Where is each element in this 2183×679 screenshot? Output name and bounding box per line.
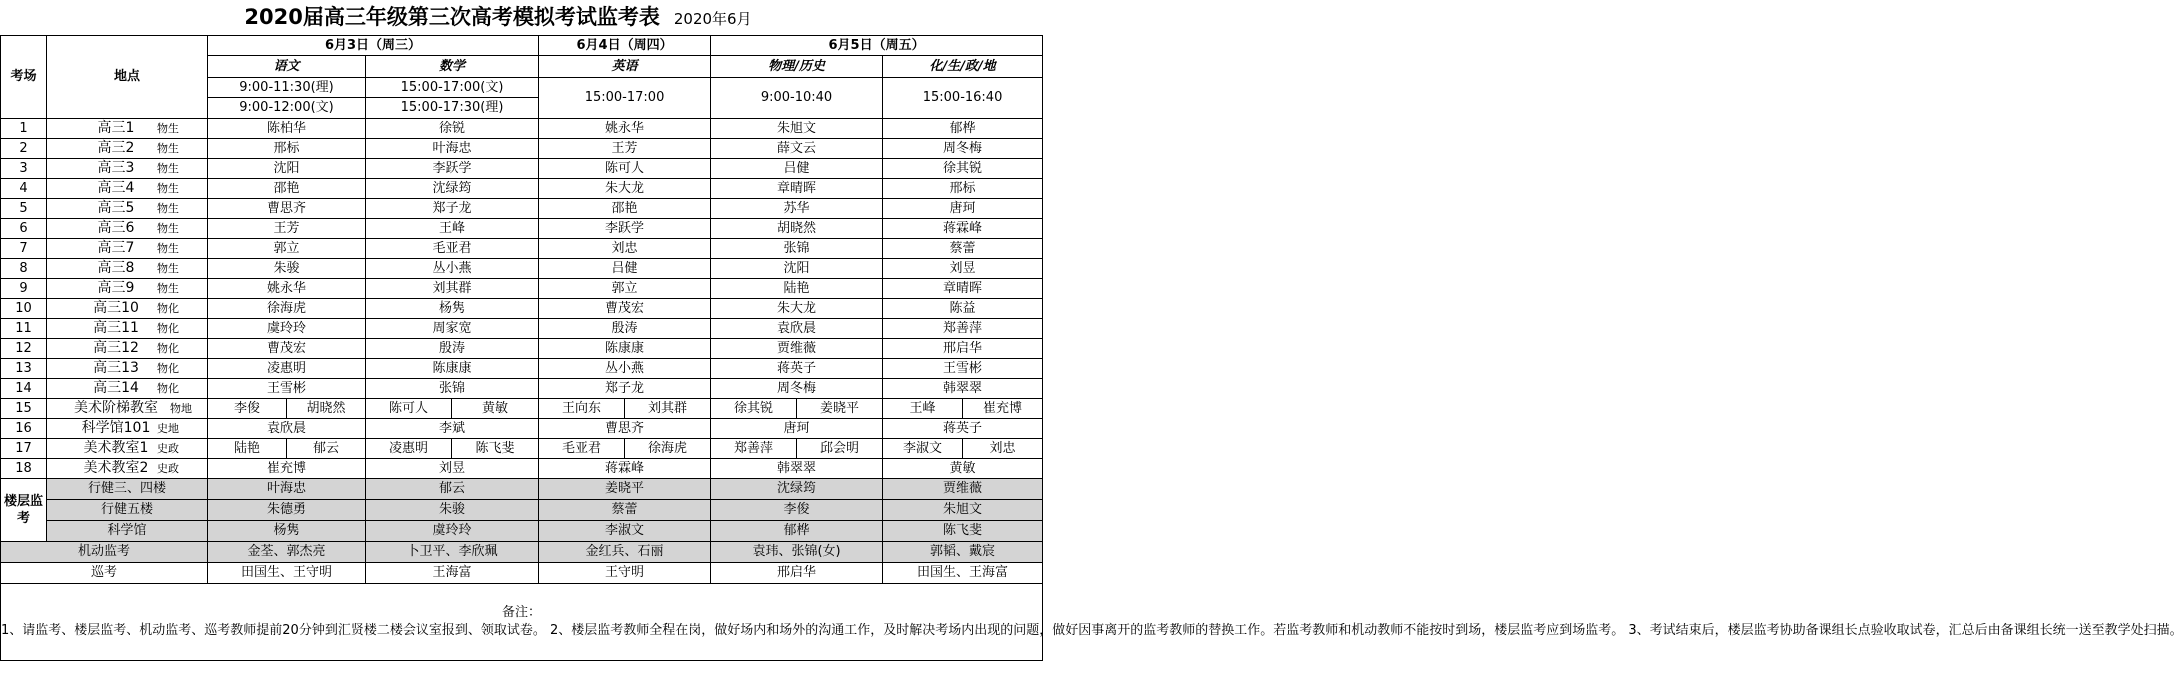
floor-physics: 沈绿筠 (711, 479, 883, 500)
proctor-chem: 蒋英子 (883, 419, 1043, 439)
proctor-physics: 韩翠翠 (711, 459, 883, 479)
room-number: 1 (1, 119, 47, 139)
proctor-chinese: 曹茂宏 (208, 339, 366, 359)
header-day-1: 6月3日（周三） (208, 36, 539, 56)
room-number: 9 (1, 279, 47, 299)
proctor-physics: 唐珂 (711, 419, 883, 439)
proctor-english: 朱大龙 (539, 179, 711, 199)
floor-english: 姜晓平 (539, 479, 711, 500)
mobile-proctor-label: 机动监考 (1, 542, 208, 563)
proctor-chinese: 袁欣晨 (208, 419, 366, 439)
proctor-english: 陈康康 (539, 339, 711, 359)
room-class: 物化 (157, 362, 179, 375)
proctor-english-2: 刘其群 (625, 399, 711, 419)
room-number: 2 (1, 139, 47, 159)
room-name: 高三14 (93, 380, 139, 396)
room-number: 10 (1, 299, 47, 319)
proctor-chem: 蔡蕾 (883, 239, 1043, 259)
proctor-english: 吕健 (539, 259, 711, 279)
room-location (47, 199, 208, 219)
proctor-chem-2: 崔充博 (963, 399, 1043, 419)
room-name: 高三7 (97, 240, 135, 256)
room-location (47, 439, 208, 459)
subject-english: 英语 (539, 56, 711, 78)
proctor-chinese: 沈阳 (208, 159, 366, 179)
proctor-math: 徐锐 (366, 119, 539, 139)
room-number: 18 (1, 459, 47, 479)
patrol-chinese: 田国生、王守明 (208, 563, 366, 584)
proctor-math: 丛小燕 (366, 259, 539, 279)
mobile-english: 金红兵、石丽 (539, 542, 711, 563)
room-name: 高三10 (93, 300, 139, 316)
proctor-english-1: 王向东 (539, 399, 625, 419)
proctor-physics: 袁欣晨 (711, 319, 883, 339)
floor-math: 虞玲玲 (366, 521, 539, 542)
proctor-math: 毛亚君 (366, 239, 539, 259)
room-number: 3 (1, 159, 47, 179)
subject-physics-history: 物理/历史 (711, 56, 883, 78)
room-location (47, 279, 208, 299)
room-class: 物生 (157, 202, 179, 215)
room-name: 高三1 (97, 120, 135, 136)
floor-chem: 陈飞斐 (883, 521, 1043, 542)
proctor-math: 周家宽 (366, 319, 539, 339)
schedule-table (0, 35, 2183, 661)
room-class: 物生 (157, 222, 179, 235)
floor-chem: 朱旭文 (883, 500, 1043, 521)
table-row (1, 279, 1043, 299)
proctor-english-1: 毛亚君 (539, 439, 625, 459)
proctor-physics: 苏华 (711, 199, 883, 219)
room-location (47, 139, 208, 159)
room-name: 美术教室2 (83, 460, 149, 476)
room-number: 12 (1, 339, 47, 359)
proctor-chinese: 邢标 (208, 139, 366, 159)
proctor-physics-2: 姜晓平 (797, 399, 883, 419)
proctor-math: 李跃学 (366, 159, 539, 179)
proctor-math: 张锦 (366, 379, 539, 399)
notes-text: 1、请监考、楼层监考、机动监考、巡考教师提前20分钟到汇贤楼二楼会议室报到、领取试卷。 2、楼层监考教师全程在岗，做好场内和场外的沟通工作，及时解决考场内出现的问题，做好因事离开的监考教师的替换工作。若监考教师和机动教师不能按时到场，楼层监考应到场监考。 3、考试结束后，楼层监考协助备课组长点验收取试卷，汇总后由备课组长统一送至教学处扫描。 (1, 623, 2183, 638)
proctor-math-2: 陈飞斐 (452, 439, 539, 459)
proctor-chinese: 邵艳 (208, 179, 366, 199)
room-number: 17 (1, 439, 47, 459)
proctor-physics: 朱旭文 (711, 119, 883, 139)
proctor-english: 郑子龙 (539, 379, 711, 399)
table-row (1, 199, 1043, 219)
proctor-english-2: 徐海虎 (625, 439, 711, 459)
proctor-chem: 韩翠翠 (883, 379, 1043, 399)
floor-chem: 贾维薇 (883, 479, 1043, 500)
proctor-math: 刘其群 (366, 279, 539, 299)
notes-cell (1, 584, 2183, 661)
room-class: 物生 (157, 142, 179, 155)
proctor-chem: 周冬梅 (883, 139, 1043, 159)
proctor-english: 丛小燕 (539, 359, 711, 379)
table-row (1, 419, 1043, 439)
time-physics: 9:00-10:40 (711, 78, 883, 119)
proctor-english: 王芳 (539, 139, 711, 159)
proctor-physics: 朱大龙 (711, 299, 883, 319)
room-location (47, 359, 208, 379)
room-name: 高三3 (97, 160, 135, 176)
table-row (1, 359, 1043, 379)
room-number: 16 (1, 419, 47, 439)
floor-math: 朱骏 (366, 500, 539, 521)
room-class: 物生 (157, 182, 179, 195)
proctor-physics: 沈阳 (711, 259, 883, 279)
floor-proctor-label: 楼层监考 (1, 479, 47, 542)
time-math-2: 15:00-17:30(理) (366, 98, 539, 119)
proctor-chem: 刘昱 (883, 259, 1043, 279)
proctor-chinese-2: 胡晓然 (287, 399, 366, 419)
floor-chinese: 杨隽 (208, 521, 366, 542)
proctor-math: 陈康康 (366, 359, 539, 379)
proctor-chinese: 徐海虎 (208, 299, 366, 319)
room-name: 美术阶梯教室 (74, 400, 158, 416)
table-row (1, 439, 1043, 459)
title-date: 2020年6月 (673, 10, 752, 28)
proctor-math: 王峰 (366, 219, 539, 239)
room-number: 4 (1, 179, 47, 199)
room-location (47, 259, 208, 279)
room-class: 物生 (157, 282, 179, 295)
proctor-chem-1: 李淑文 (883, 439, 963, 459)
proctor-chinese: 凌惠明 (208, 359, 366, 379)
table-row (1, 399, 1043, 419)
room-name: 高三12 (93, 340, 139, 356)
subject-math: 数学 (366, 56, 539, 78)
proctor-chinese: 郭立 (208, 239, 366, 259)
proctor-english: 李跃学 (539, 219, 711, 239)
table-row (1, 299, 1043, 319)
room-name: 高三4 (97, 180, 135, 196)
room-location (47, 319, 208, 339)
room-class: 物生 (157, 122, 179, 135)
proctor-physics: 薛文云 (711, 139, 883, 159)
floor-english: 李淑文 (539, 521, 711, 542)
room-class: 物生 (157, 262, 179, 275)
proctor-physics-1: 郑善萍 (711, 439, 797, 459)
room-number: 6 (1, 219, 47, 239)
floor-physics: 李俊 (711, 500, 883, 521)
room-name: 高三2 (97, 140, 135, 156)
proctor-chinese-1: 陆艳 (208, 439, 287, 459)
room-location (47, 379, 208, 399)
floor-physics: 郁桦 (711, 521, 883, 542)
mobile-chinese: 金荃、郭杰亮 (208, 542, 366, 563)
proctor-english: 蒋霖峰 (539, 459, 711, 479)
proctor-chem: 唐珂 (883, 199, 1043, 219)
proctor-chem: 邢启华 (883, 339, 1043, 359)
room-number: 7 (1, 239, 47, 259)
header-row-days (1, 36, 1043, 56)
proctor-chem: 章晴晖 (883, 279, 1043, 299)
subject-chem-bio-pol-geo: 化/生/政/地 (883, 56, 1043, 78)
room-location (47, 219, 208, 239)
floor-chinese: 朱德勇 (208, 500, 366, 521)
table-row (1, 339, 1043, 359)
room-number: 11 (1, 319, 47, 339)
proctor-english: 陈可人 (539, 159, 711, 179)
room-class: 物化 (157, 302, 179, 315)
proctor-chem-1: 王峰 (883, 399, 963, 419)
proctor-physics-2: 邱会明 (797, 439, 883, 459)
proctor-chem: 蒋霖峰 (883, 219, 1043, 239)
proctor-physics: 章晴晖 (711, 179, 883, 199)
proctor-physics: 周冬梅 (711, 379, 883, 399)
time-chinese-2: 9:00-12:00(文) (208, 98, 366, 119)
proctor-chem: 邢标 (883, 179, 1043, 199)
room-number: 14 (1, 379, 47, 399)
floor-location: 行健三、四楼 (47, 479, 208, 500)
time-chem: 15:00-16:40 (883, 78, 1043, 119)
proctor-chinese: 朱骏 (208, 259, 366, 279)
patrol-chem: 田国生、王海富 (883, 563, 1043, 584)
title-text: 2020届高三年级第三次高考模拟考试监考表 (244, 5, 660, 29)
room-class: 物化 (157, 382, 179, 395)
table-row (1, 459, 1043, 479)
proctor-math-2: 黄敏 (452, 399, 539, 419)
proctor-chem-2: 刘忠 (963, 439, 1043, 459)
table-row (1, 119, 1043, 139)
patrol-english: 王守明 (539, 563, 711, 584)
room-number: 5 (1, 199, 47, 219)
table-row (1, 179, 1043, 199)
floor-chinese: 叶海忠 (208, 479, 366, 500)
room-location (47, 459, 208, 479)
proctor-physics: 陆艳 (711, 279, 883, 299)
proctor-chinese: 王雪彬 (208, 379, 366, 399)
proctor-math: 李斌 (366, 419, 539, 439)
header-day-2: 6月4日（周四） (539, 36, 711, 56)
room-location (47, 239, 208, 259)
proctor-english: 邵艳 (539, 199, 711, 219)
room-location (47, 119, 208, 139)
room-name: 美术教室1 (83, 440, 149, 456)
proctor-physics: 贾维薇 (711, 339, 883, 359)
room-location (47, 179, 208, 199)
proctor-chem: 郑善萍 (883, 319, 1043, 339)
room-class: 物地 (170, 402, 192, 415)
proctor-chem: 王雪彬 (883, 359, 1043, 379)
room-location (47, 419, 208, 439)
table-row (1, 139, 1043, 159)
table-row (1, 259, 1043, 279)
floor-math: 郁云 (366, 479, 539, 500)
proctor-chinese: 曹思齐 (208, 199, 366, 219)
room-name: 高三5 (97, 200, 135, 216)
table-row (1, 219, 1043, 239)
room-name: 高三6 (97, 220, 135, 236)
mobile-proctor-row (1, 542, 1043, 563)
floor-english: 蔡蕾 (539, 500, 711, 521)
floor-location: 科学馆 (47, 521, 208, 542)
patrol-physics: 邢启华 (711, 563, 883, 584)
floor-row (1, 479, 1043, 500)
proctor-math: 杨隽 (366, 299, 539, 319)
page-title (0, 0, 996, 35)
exam-room-rows (1, 119, 1043, 399)
proctor-chem: 郁桦 (883, 119, 1043, 139)
room-location (47, 299, 208, 319)
room-class: 物化 (157, 322, 179, 335)
proctor-chinese-1: 李俊 (208, 399, 287, 419)
proctor-math: 殷涛 (366, 339, 539, 359)
room-class: 史政 (157, 462, 179, 475)
proctor-chinese: 虞玲玲 (208, 319, 366, 339)
notes-label: 备注： (502, 605, 542, 620)
floor-location: 行健五楼 (47, 500, 208, 521)
room-name: 高三13 (93, 360, 139, 376)
room-name: 科学馆101 (81, 420, 151, 436)
proctor-physics-1: 徐其锐 (711, 399, 797, 419)
room-name: 高三8 (97, 260, 135, 276)
table-row (1, 239, 1043, 259)
table-row (1, 319, 1043, 339)
room-number: 8 (1, 259, 47, 279)
proctor-english: 殷涛 (539, 319, 711, 339)
proctor-math: 沈绿筠 (366, 179, 539, 199)
proctor-physics: 吕健 (711, 159, 883, 179)
header-location: 地点 (47, 36, 208, 119)
room-location (47, 399, 208, 419)
proctor-english: 郭立 (539, 279, 711, 299)
header-room: 考场 (1, 36, 47, 119)
room-number: 15 (1, 399, 47, 419)
proctor-chinese: 陈柏华 (208, 119, 366, 139)
proctor-math: 刘昱 (366, 459, 539, 479)
room-class: 物化 (157, 342, 179, 355)
room-class: 史政 (157, 442, 179, 455)
room-name: 高三11 (93, 320, 139, 336)
table-row (1, 159, 1043, 179)
time-math-1: 15:00-17:00(文) (366, 78, 539, 98)
proctor-english: 曹思齐 (539, 419, 711, 439)
mobile-math: 卜卫平、李欣珮 (366, 542, 539, 563)
proctor-math: 叶海忠 (366, 139, 539, 159)
proctor-chinese: 崔充博 (208, 459, 366, 479)
proctor-chinese: 姚永华 (208, 279, 366, 299)
room-class: 史地 (157, 422, 179, 435)
proctor-math-1: 凌惠明 (366, 439, 452, 459)
time-chinese-1: 9:00-11:30(理) (208, 78, 366, 98)
mobile-physics: 袁玮、张锦(女) (711, 542, 883, 563)
room-location (47, 339, 208, 359)
mobile-chem: 郭韬、戴宸 (883, 542, 1043, 563)
proctor-chem: 陈益 (883, 299, 1043, 319)
proctor-physics: 胡晓然 (711, 219, 883, 239)
header-day-3: 6月5日（周五） (711, 36, 1043, 56)
patrol-math: 王海富 (366, 563, 539, 584)
room-location (47, 159, 208, 179)
proctor-chinese: 王芳 (208, 219, 366, 239)
proctor-math: 郑子龙 (366, 199, 539, 219)
patrol-label: 巡考 (1, 563, 208, 584)
subject-chinese: 语文 (208, 56, 366, 78)
proctor-physics: 蒋英子 (711, 359, 883, 379)
room-name: 高三9 (97, 280, 135, 296)
proctor-physics: 张锦 (711, 239, 883, 259)
time-english: 15:00-17:00 (539, 78, 711, 119)
proctor-chem: 黄敏 (883, 459, 1043, 479)
proctor-math-1: 陈可人 (366, 399, 452, 419)
floor-row (1, 521, 1043, 542)
notes-row (1, 584, 1043, 661)
proctor-chem: 徐其锐 (883, 159, 1043, 179)
proctor-english: 刘忠 (539, 239, 711, 259)
floor-row (1, 500, 1043, 521)
room-number: 13 (1, 359, 47, 379)
table-row (1, 379, 1043, 399)
proctor-chinese-2: 郁云 (287, 439, 366, 459)
patrol-row (1, 563, 1043, 584)
proctor-english: 曹茂宏 (539, 299, 711, 319)
room-class: 物生 (157, 242, 179, 255)
room-class: 物生 (157, 162, 179, 175)
proctor-english: 姚永华 (539, 119, 711, 139)
